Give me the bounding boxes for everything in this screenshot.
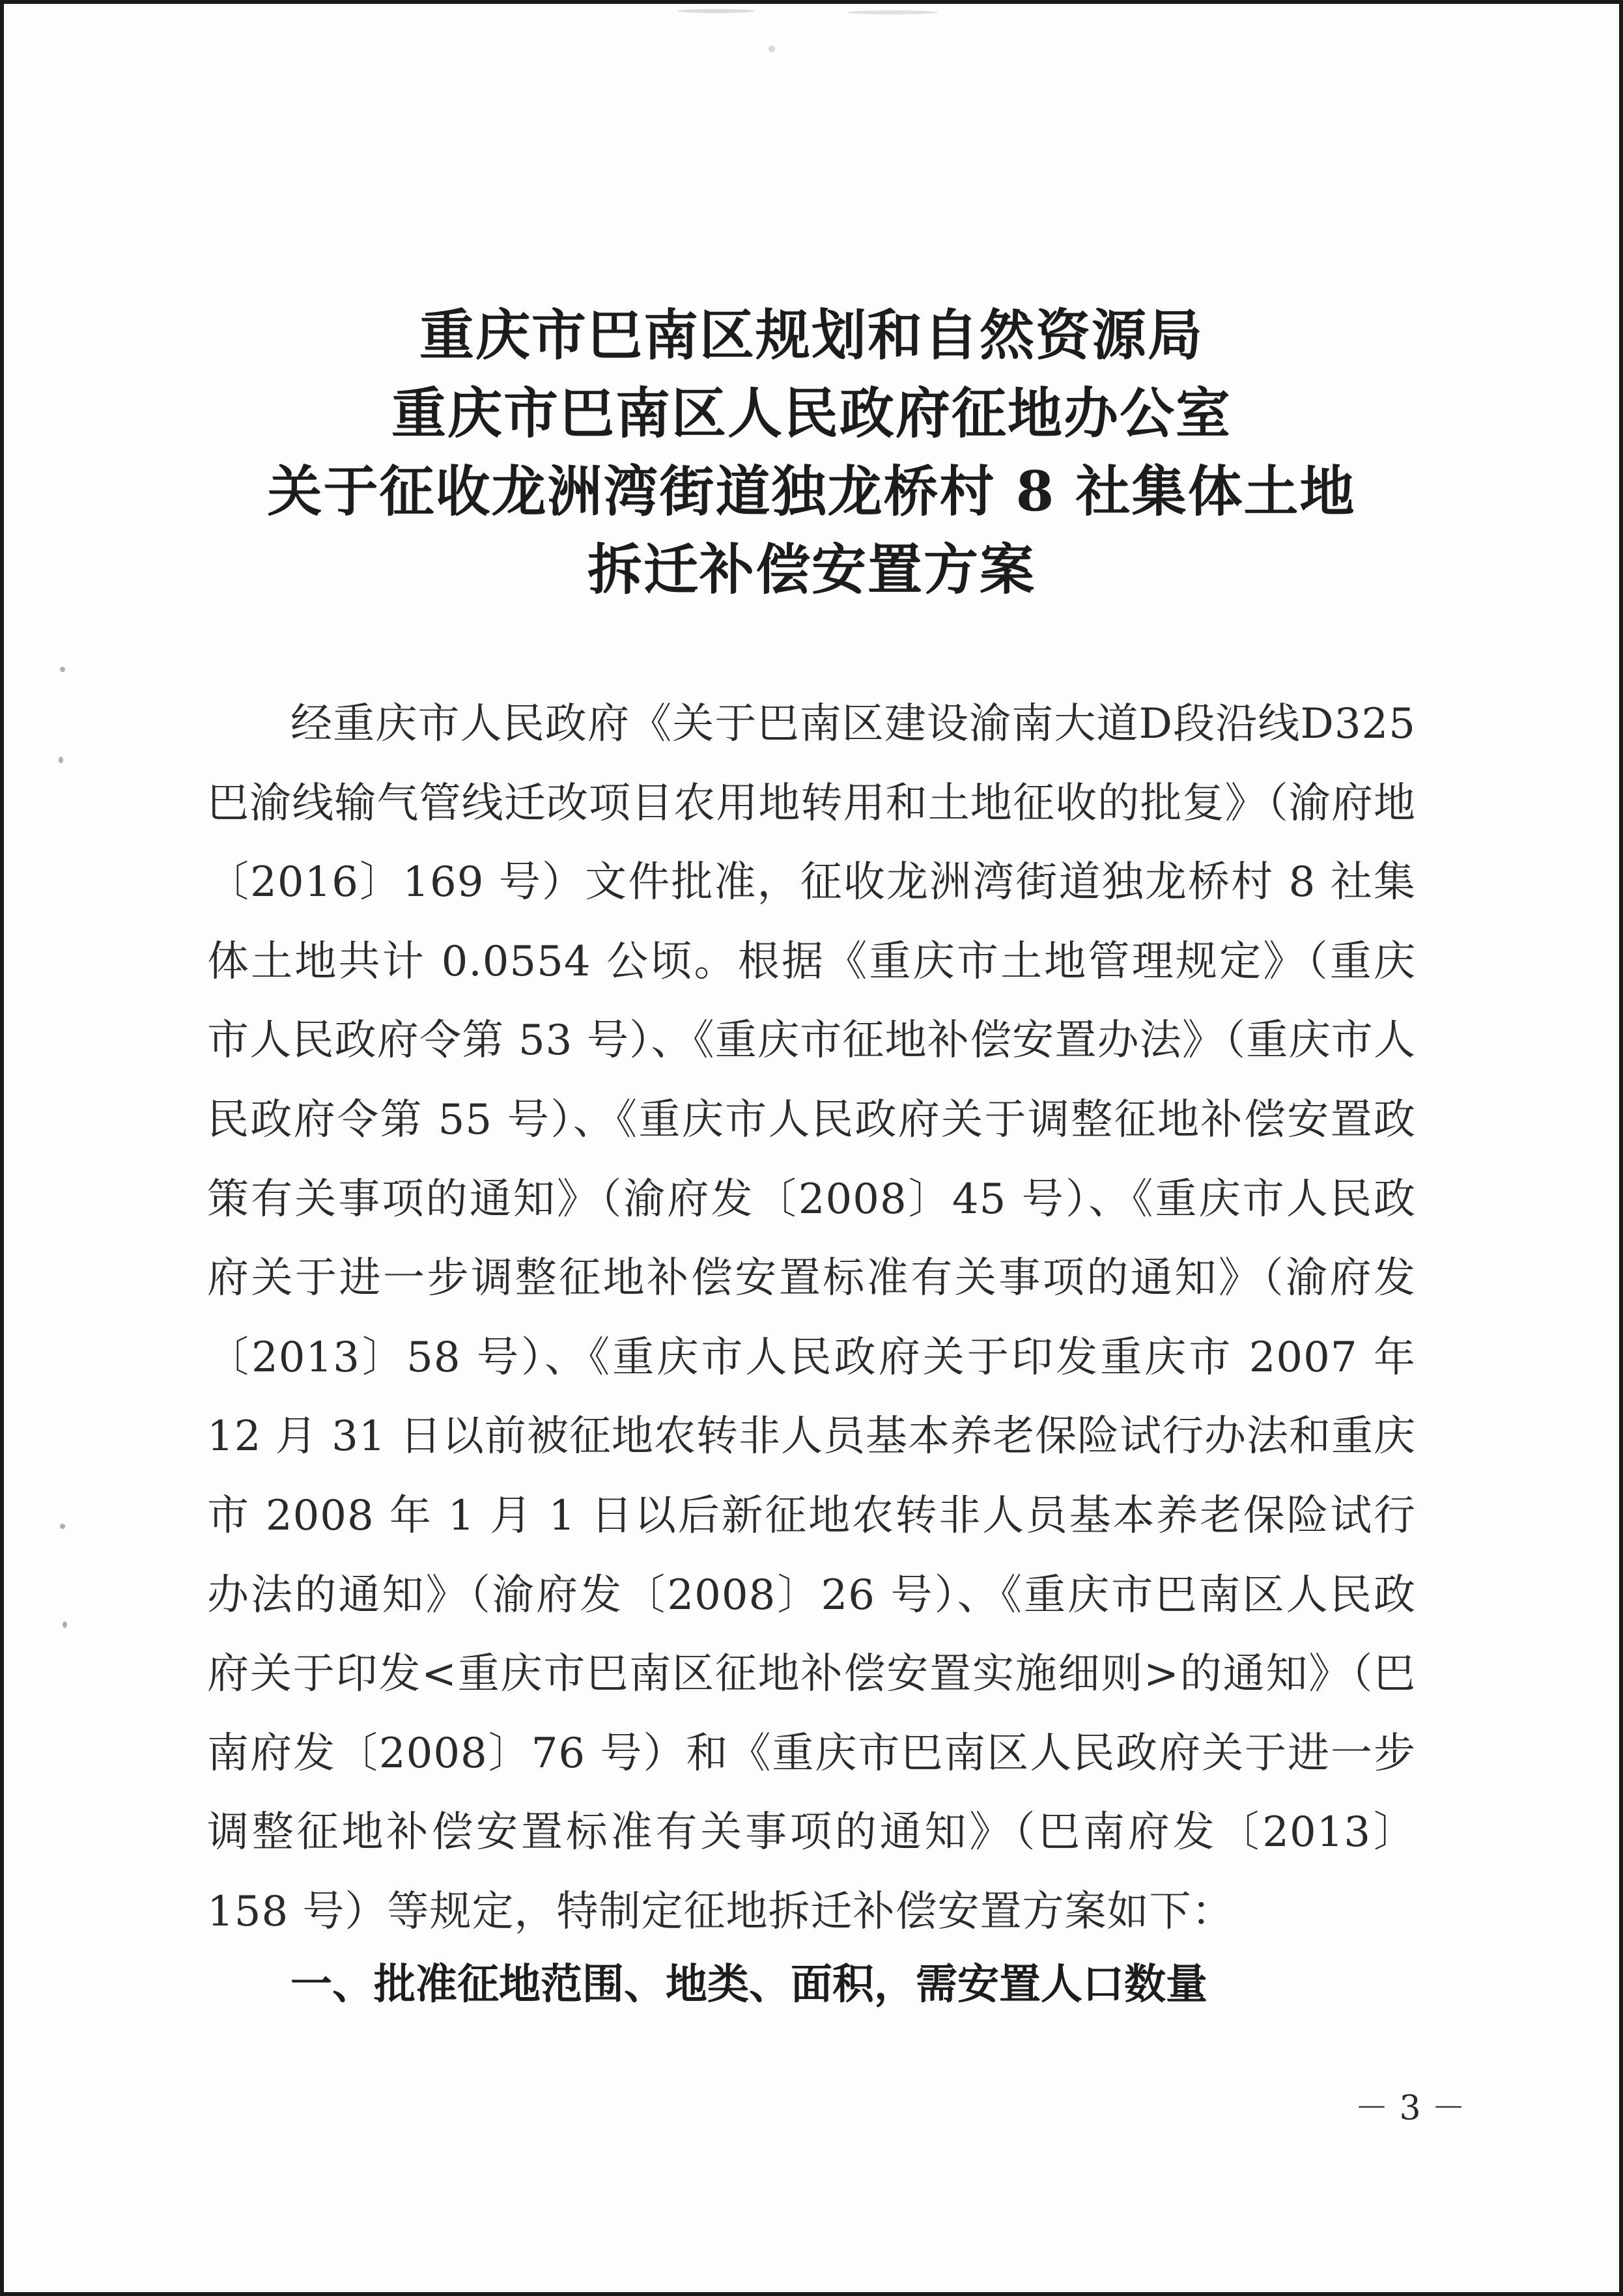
title-line-4: 拆迁补偿安置方案	[587, 537, 1036, 602]
scan-speck	[847, 10, 938, 14]
title-line-3: 关于征收龙洲湾街道独龙桥村 8 社集体土地	[267, 459, 1356, 524]
scan-speck	[59, 757, 63, 763]
scan-speck	[769, 46, 775, 52]
title-line-2: 重庆市巴南区人民政府征地办公室	[391, 381, 1232, 445]
body-paragraph: 经重庆市人民政府《关于巴南区建设渝南大道D段沿线D325巴渝线输气管线迁改项目农用地转用和土地征收的批复》（渝府地〔2016〕169 号）文件批准，征收龙洲湾街道独龙桥村 8 社集体土地共计 0.0554 公顷。根据《重庆市土地管理规定》（重庆市人民政府令第 53 号）、《重庆市征地补偿安置办法》（重庆市人民政府令第 55 号）、《重庆市人民政府关于调整征地补偿安置政策有关事项的通知》（渝府发〔2008〕45 号）、《重庆市人民政府关于进一步调整征地补偿安置标准有关事项的通知》（渝府发〔2013〕58 号）、《重庆市人民政府关于印发重庆市 2007 年 12 月 31 日以前被征地农转非人员基本养老保险试行办法和重庆市 2008 年 1 月 1 日以后新征地农转非人员基本养老保险试行办法的通知》（渝府发〔2008〕26 号）、《重庆市巴南区人民政府关于印发<重庆市巴南区征地补偿安置实施细则>的通知》（巴南府发〔2008〕76 号）和《重庆市巴南区人民政府关于进一步调整征地补偿安置标准有关事项的通知》（巴南府发〔2013〕158 号）等规定，特制定征地拆迁补偿安置方案如下：	[207, 700, 1416, 1936]
document-title	[0, 296, 1623, 609]
title-line-1: 重庆市巴南区规划和自然资源局	[419, 303, 1204, 367]
scan-speck	[677, 9, 755, 13]
scan-speck	[60, 1524, 65, 1529]
section-heading: 一、批准征地范围、地类、面积，需安置人口数量	[290, 1961, 1207, 2009]
page-number: － 3 －	[1355, 2089, 1466, 2128]
scan-speck	[60, 667, 65, 672]
scan-speck	[63, 1621, 67, 1628]
